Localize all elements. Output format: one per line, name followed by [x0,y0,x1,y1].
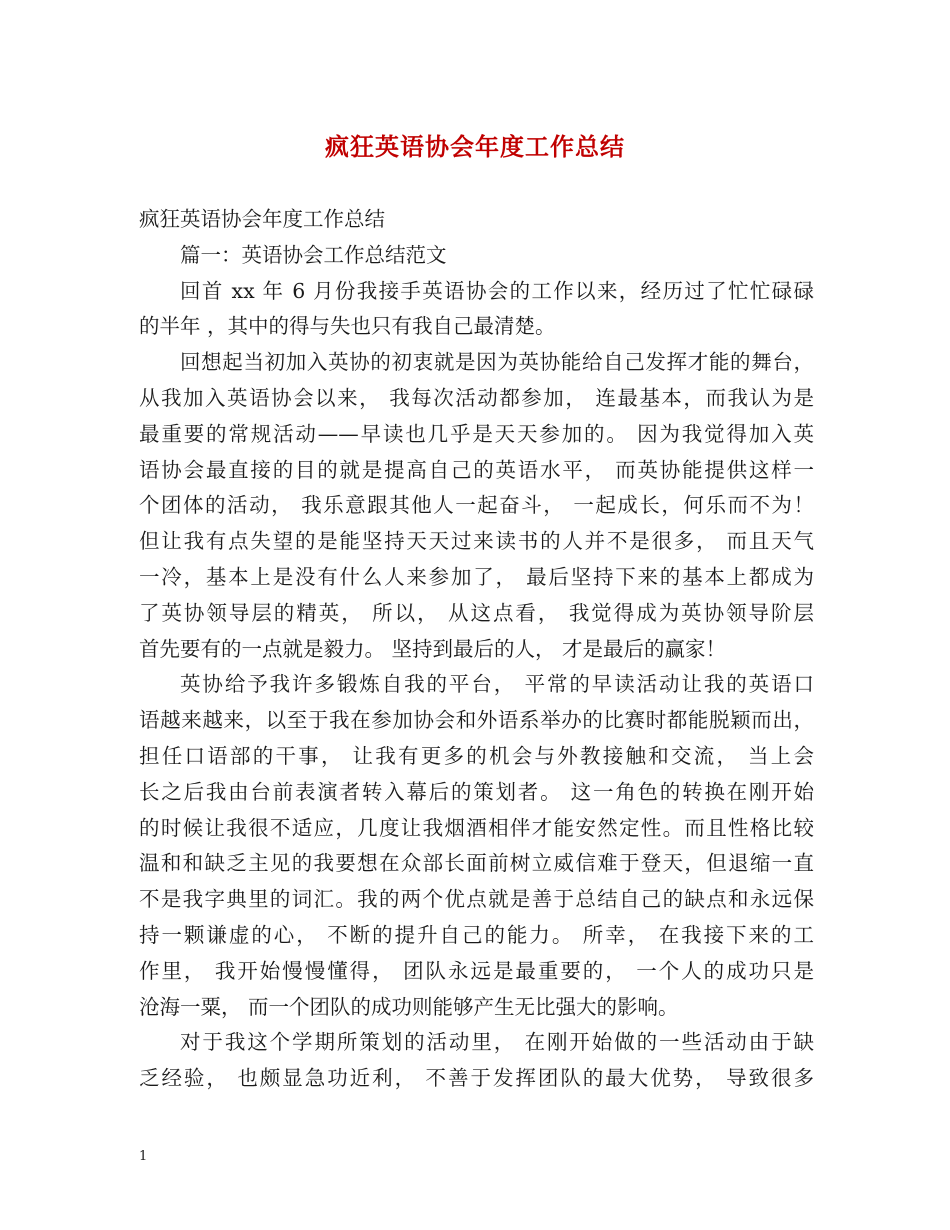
body-line: 回首 xx 年 6 月份我接手英语协会的工作以来，经历过了忙忙碌碌 [180,278,814,303]
body-line: 温和和缺乏主见的我要想在众部长面前树立威信难于登天，但退缩一直 [139,851,814,876]
document-body [139,202,814,1097]
body-line: 首先要有的一点就是毅力。 坚持到最后的人， 才是最后的赢家！ [139,636,727,661]
body-line: 从我加入英语协会以来， 我每次活动都参加， 连最基本，而我认为是 [139,385,814,410]
body-line: 了英协领导层的精英， 所以， 从这点看， 我觉得成为英协领导阶层 [139,600,814,625]
body-line: 英协给予我许多锻炼自我的平台， 平常的早读活动让我的英语口 [180,672,814,697]
body-line: 的时候让我很不适应，几度让我烟酒相伴才能安然定性。而且性格比较 [139,815,814,840]
body-line: 一冷，基本上是没有什么人来参加了， 最后坚持下来的基本上都成为 [139,564,814,589]
body-line: 语协会最直接的目的就是提高自己的英语水平， 而英协能提供这样一 [139,457,814,482]
body-line: 语越来越来，以至于我在参加协会和外语系举办的比赛时都能脱颖而出， [139,708,814,733]
body-line: 疯狂英语协会年度工作总结 [139,207,385,231]
body-line: 长之后我由台前表演者转入幕后的策划者。 这一角色的转换在刚开始 [139,779,814,804]
body-line: 最重要的常规活动——早读也几乎是天天参加的。 因为我觉得加入英 [139,421,814,446]
body-line: 沧海一粟， 而一个团队的成功则能够产生无比强大的影响。 [139,994,679,1019]
body-line: 但让我有点失望的是能坚持天天过来读书的人并不是很多， 而且天气 [139,529,814,554]
page-number: 1 [139,1149,148,1164]
body-line: 持一颗谦虚的心， 不断的提升自己的能力。 所幸， 在我接下来的工 [139,922,814,947]
body-line: 对于我这个学期所策划的活动里， 在刚开始做的一些活动由于缺 [180,1030,814,1055]
body-line: 个团体的活动， 我乐意跟其他人一起奋斗， 一起成长，何乐而不为！ [139,493,814,518]
body-line: 作里， 我开始慢慢懂得， 团队永远是最重要的， 一个人的成功只是 [139,958,814,983]
body-line: 回想起当初加入英协的初衷就是因为英协能给自己发挥才能的舞台， [180,350,814,375]
body-line: 乏经验， 也颇显急功近利， 不善于发挥团队的最大优势， 导致很多 [139,1066,814,1091]
body-line: 篇一：英语协会工作总结范文 [180,242,447,267]
body-line: 担任口语部的干事， 让我有更多的机会与外教接触和交流， 当上会 [139,743,814,768]
body-line: 不是我字典里的词汇。我的两个优点就是善于总结自己的缺点和永远保 [139,887,814,912]
document-title: 疯狂英语协会年度工作总结 [325,132,625,161]
body-line: 的半年 ，其中的得与失也只有我自己最清楚。 [139,314,556,339]
